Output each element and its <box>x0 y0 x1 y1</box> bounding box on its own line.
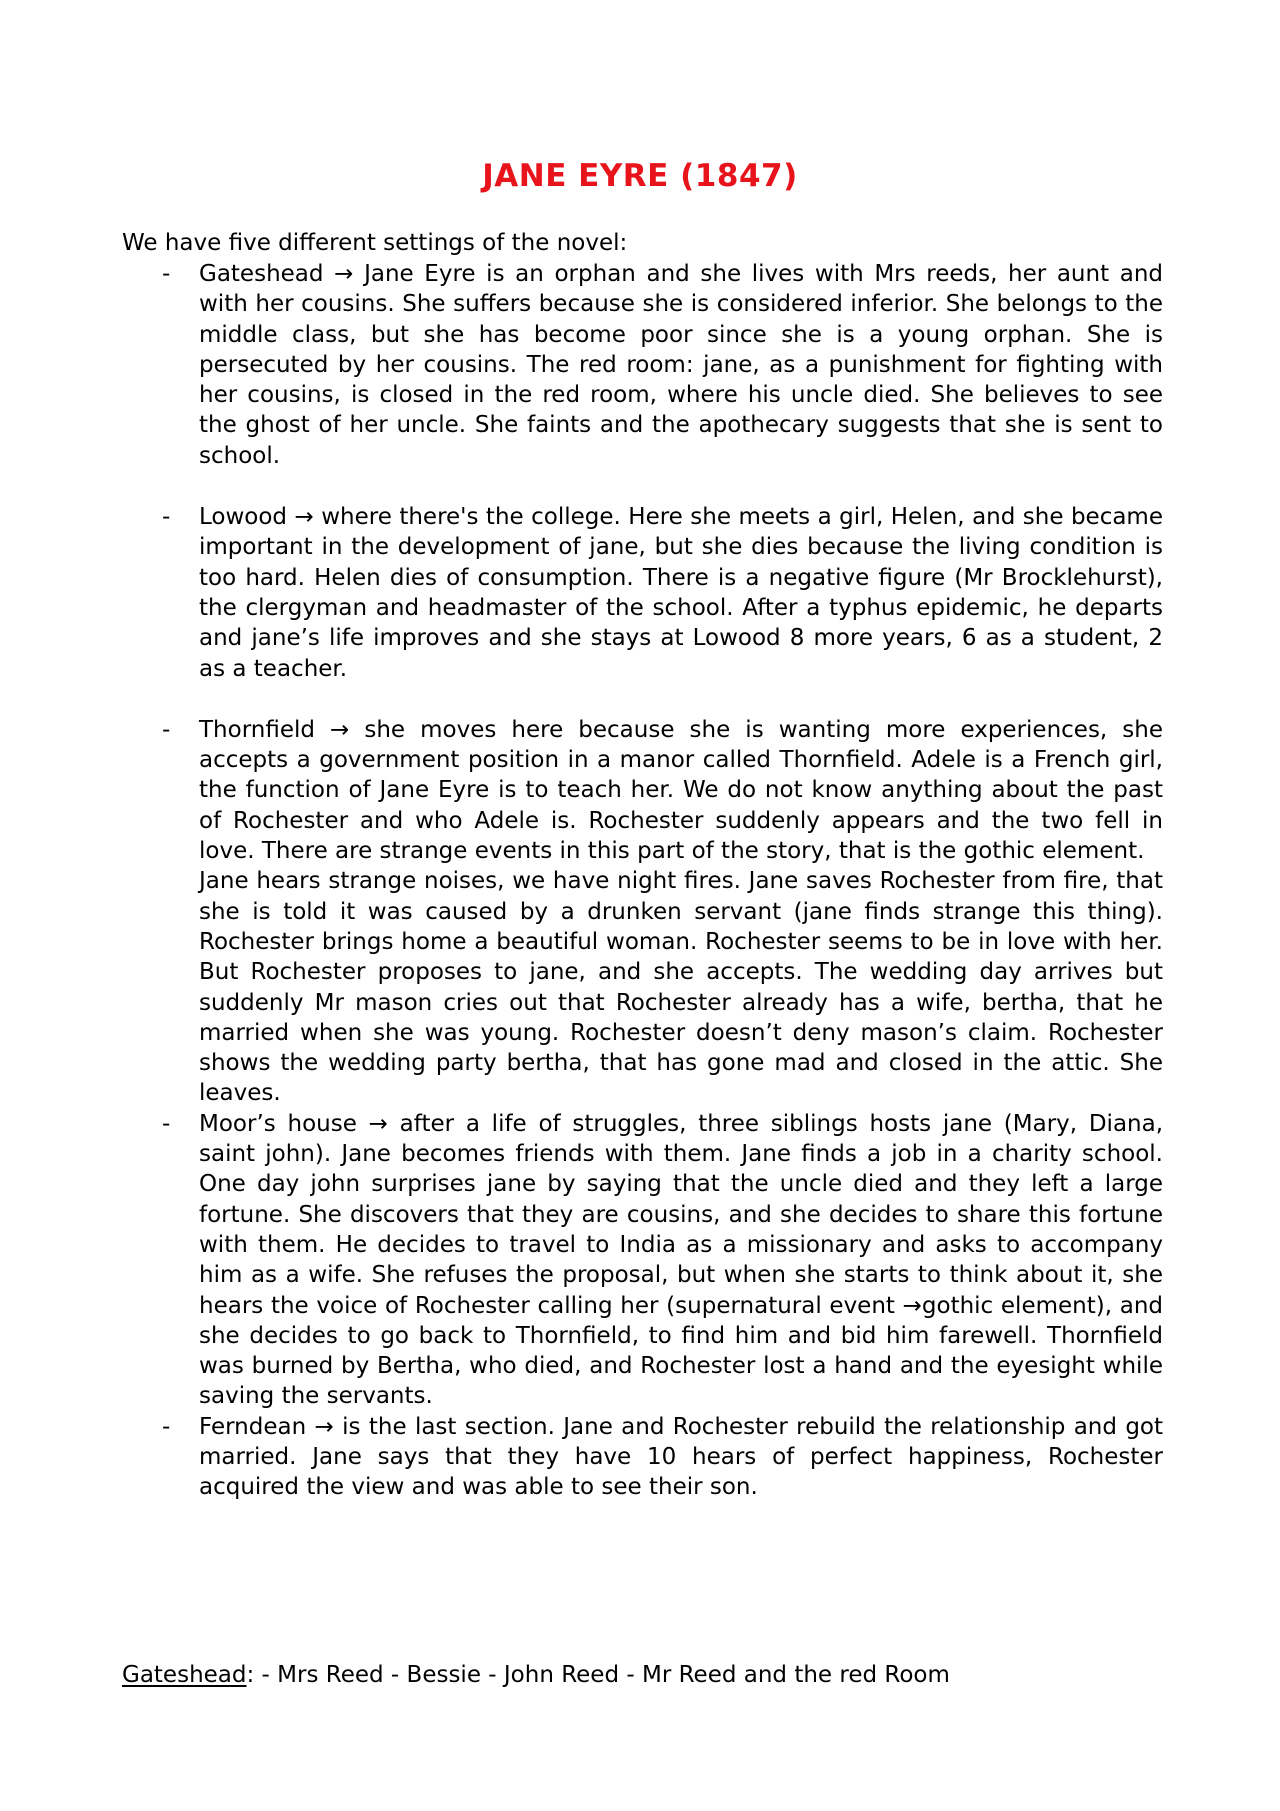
footer-line <box>122 1660 950 1690</box>
setting-paragraph: Jane hears strange noises, we have night fires. Jane saves Rochester from fire, that she is told it was caused by a drunken servant (jane finds strange this thing). Rochester brings home a beautiful woman. Rochester seems to be in love with her. But Rochester proposes to jane, and she accepts. The wedding day arrives but suddenly Mr mason cries out that Rochester already has a wife, bertha, that he married when she was young. Rochester doesn’t deny mason’s claim. Rochester shows the wedding party bertha, that has gone mad and closed in the attic. She leaves. <box>199 868 1163 1107</box>
setting-text: where there's the college. Here she meets a girl, Helen, and she became important in the development of jane, but she dies because the living condition is too hard. Helen dies of consumption. There is a negative figure (Mr Brocklehurst), the clergyman and headmaster of the school. After a typhus epidemic, he departs and jane’s life improves and she stays at Lowood 8 more years, 6 as a student, 2 as a teacher. <box>199 504 1163 682</box>
bullet-dash: - <box>162 261 171 287</box>
footer-label: Gateshead <box>122 1662 247 1688</box>
setting-name: Gateshead <box>199 261 324 287</box>
bullet-dash: - <box>162 1110 171 1137</box>
arrow-icon: → <box>368 1110 388 1137</box>
setting-name: Thornfield <box>199 716 315 743</box>
setting-paragraph <box>199 1412 1163 1503</box>
footer-text: : - Mrs Reed - Bessie - John Reed - Mr Reed and the red Room <box>246 1662 950 1688</box>
setting-gateshead <box>160 259 1163 471</box>
bullet-dash: - <box>162 716 171 743</box>
setting-text: Jane Eyre is an orphan and she lives with Mrs reeds, her aunt and with her cousins. She suffers because she is considered inferior. She belongs to the middle class, but she has become poor since she is a young orphan. She is persecuted by her cousins. The red room: jane, as a punishment for fighting with her cousins, is closed in the red room, where his uncle died. She believes to see the ghost of her uncle. She faints and the apothecary suggests that she is sent to school. <box>199 261 1164 469</box>
setting-paragraph <box>199 715 1163 866</box>
arrow-icon: → <box>294 504 314 531</box>
arrow-icon: → <box>330 716 350 743</box>
intro-text: We have five different settings of the novel: <box>122 230 628 256</box>
setting-text: she moves here because she is wanting more experiences, she accepts a government position in a manor called Thornfield. Adele is a French girl, the function of Jane Eyre is to teach her. We do not know anything about the past of Rochester and who Adele is. Rochester suddenly appears and the two fell in love. There are strange events in this part of the story, that is the gothic element. <box>199 716 1164 865</box>
setting-ferndean <box>160 1412 1163 1503</box>
setting-name: Moor’s house <box>199 1110 357 1137</box>
bullet-dash: - <box>162 1413 171 1440</box>
setting-paragraph <box>199 502 1163 684</box>
setting-lowood <box>160 502 1163 684</box>
setting-text: is the last section. Jane and Rochester rebuild the relationship and got married. Jane says that they have 10 hears of perfect happiness, Rochester acquired the view and was able to see their son. <box>199 1413 1164 1501</box>
settings-list <box>160 259 1163 1503</box>
setting-name: Ferndean <box>199 1413 307 1440</box>
arrow-icon: → <box>314 1413 334 1440</box>
bullet-dash: - <box>162 504 171 531</box>
setting-name: Lowood <box>199 504 288 531</box>
arrow-icon: → <box>334 261 354 287</box>
setting-text: after a life of struggles, three siblings hosts jane (Mary, Diana, saint john). Jane becomes friends with them. Jane finds a job in a charity school. One day john surprises jane by saying that the uncle died and they left a large fortune. She discovers that they are cousins, and she decides to share this fortune with them. He decides to travel to India as a missionary and asks to accompany him as a wife. She refuses the proposal, but when she starts to think about it, she hears the voice of Rochester calling her (supernatural event →gothic element), and she decides to go back to Thornfield, to find him and bid him farewell. Thornfield was burned by Bertha, who died, and Rochester lost a hand and the eyesight while saving the servants. <box>199 1110 1164 1410</box>
setting-paragraph <box>199 259 1163 471</box>
setting-paragraph <box>199 1109 1163 1412</box>
setting-moors-house <box>160 1109 1163 1412</box>
setting-thornfield <box>160 715 1163 1109</box>
document-title: JANE EYRE (1847) <box>482 158 798 194</box>
